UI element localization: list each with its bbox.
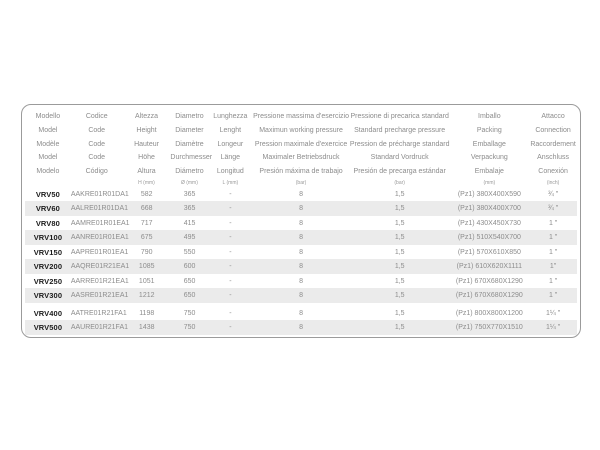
header-label: Code bbox=[88, 140, 106, 148]
table-row bbox=[25, 288, 577, 303]
column-header-packing bbox=[449, 110, 529, 187]
header-label: Code bbox=[88, 126, 106, 134]
header-label: Anschluss bbox=[537, 154, 570, 162]
cell-length: - bbox=[229, 292, 232, 300]
cell-code: AANRE01R01EA1 bbox=[70, 234, 129, 242]
header-label: Modelo bbox=[36, 168, 60, 176]
cell-connection: ¾ " bbox=[547, 205, 559, 213]
cell-code: AASRE01R21EA1 bbox=[70, 292, 129, 300]
cell-connection: 1" bbox=[549, 263, 557, 271]
header-label: Diamètre bbox=[175, 140, 204, 148]
cell-precharge: 1,5 bbox=[394, 190, 405, 198]
header-label: Maximaler Betriebsdruck bbox=[262, 154, 340, 162]
header-label: Codice bbox=[85, 113, 108, 120]
column-header-max-pressure bbox=[252, 110, 350, 187]
table-header bbox=[22, 105, 580, 187]
cell-model: VRV250 bbox=[33, 276, 63, 286]
header-label: Lunghezza bbox=[213, 113, 248, 120]
cell-max-pressure: 8 bbox=[299, 234, 304, 242]
cell-connection: 1 " bbox=[548, 219, 558, 227]
cell-height: 582 bbox=[140, 190, 153, 198]
header-label: Pression maximale d'exercice bbox=[254, 140, 348, 148]
header-label: Conexión bbox=[538, 168, 568, 176]
cell-height: 1085 bbox=[138, 263, 155, 271]
cell-max-pressure: 8 bbox=[299, 309, 304, 317]
header-label: Pression de précharge standard bbox=[349, 140, 450, 148]
column-header-length bbox=[208, 110, 252, 187]
cell-connection: 1 " bbox=[548, 234, 558, 242]
cell-connection: ¾ " bbox=[547, 190, 559, 198]
cell-packing: (Pz1) 570X610X850 bbox=[457, 248, 521, 256]
header-unit: Ø (mm) bbox=[180, 179, 198, 186]
header-unit: (bar) bbox=[295, 179, 307, 186]
cell-max-pressure: 8 bbox=[299, 248, 304, 256]
header-unit bbox=[25, 179, 71, 187]
header-unit: (mm) bbox=[483, 179, 496, 186]
cell-max-pressure: 8 bbox=[299, 292, 304, 300]
header-label: Pressione massima d'esercizio bbox=[253, 113, 349, 120]
header-label: Height bbox=[136, 126, 157, 134]
cell-precharge: 1,5 bbox=[394, 263, 405, 271]
cell-code: AAURE01R21FA1 bbox=[70, 324, 129, 332]
cell-length: - bbox=[229, 263, 232, 271]
cell-model: VRV100 bbox=[33, 233, 63, 243]
cell-model: VRV500 bbox=[33, 323, 63, 333]
cell-length: - bbox=[229, 190, 232, 198]
column-header-height bbox=[123, 110, 171, 187]
header-label: Diametro bbox=[175, 113, 204, 120]
header-label: Lenght bbox=[219, 126, 242, 134]
cell-height: 790 bbox=[140, 248, 153, 256]
cell-diameter: 550 bbox=[183, 248, 196, 256]
header-label: Modèle bbox=[36, 140, 60, 148]
cell-model: VRV80 bbox=[35, 218, 60, 228]
table-row bbox=[25, 245, 577, 260]
cell-diameter: 495 bbox=[183, 234, 196, 242]
header-label: Durchmesser bbox=[170, 154, 213, 162]
cell-diameter: 415 bbox=[183, 219, 196, 227]
table-row bbox=[25, 187, 577, 202]
cell-diameter: 650 bbox=[183, 292, 196, 300]
cell-max-pressure: 8 bbox=[299, 263, 304, 271]
cell-height: 1438 bbox=[138, 324, 155, 332]
header-label: Länge bbox=[220, 154, 241, 162]
header-label: Imballo bbox=[478, 113, 501, 120]
cell-max-pressure: 8 bbox=[299, 277, 304, 285]
header-unit: H (mm) bbox=[138, 179, 155, 186]
cell-model: VRV300 bbox=[33, 291, 63, 301]
cell-packing: (Pz1) 510X540X700 bbox=[457, 234, 521, 242]
column-header-precharge bbox=[350, 110, 450, 187]
cell-model: VRV400 bbox=[33, 308, 63, 318]
cell-length: - bbox=[229, 309, 232, 317]
cell-packing: (Pz1) 610X620X1111 bbox=[456, 263, 523, 271]
cell-diameter: 650 bbox=[183, 277, 196, 285]
header-label: Höhe bbox=[138, 154, 155, 162]
header-label: Presión de precarga estándar bbox=[353, 168, 446, 176]
header-label: Altezza bbox=[135, 113, 158, 120]
cell-diameter: 600 bbox=[183, 263, 196, 271]
header-label: Diámetro bbox=[175, 168, 204, 176]
header-unit: (inch) bbox=[546, 179, 560, 186]
cell-code: AAMRE01R01EA1 bbox=[70, 219, 130, 227]
table-row bbox=[25, 306, 577, 321]
header-label: Diameter bbox=[175, 126, 204, 134]
header-label: Packing bbox=[476, 126, 502, 134]
header-label: Pressione di precarica standard bbox=[350, 113, 449, 120]
header-label: Presión máxima de trabajo bbox=[259, 168, 343, 176]
header-label: Modello bbox=[35, 113, 61, 120]
header-unit: L (mm) bbox=[222, 179, 239, 186]
cell-length: - bbox=[229, 219, 232, 227]
table-row bbox=[25, 320, 577, 335]
cell-length: - bbox=[229, 234, 232, 242]
header-label: Código bbox=[85, 168, 108, 176]
table-row bbox=[25, 259, 577, 274]
cell-model: VRV200 bbox=[33, 262, 63, 272]
cell-packing: (Pz1) 750X770X1510 bbox=[455, 324, 523, 332]
cell-precharge: 1,5 bbox=[394, 205, 405, 213]
cell-max-pressure: 8 bbox=[299, 219, 304, 227]
header-label: Maximun working pressure bbox=[259, 126, 343, 134]
cell-precharge: 1,5 bbox=[394, 219, 405, 227]
table-row bbox=[25, 274, 577, 289]
cell-model: VRV50 bbox=[35, 189, 60, 199]
header-unit bbox=[71, 179, 123, 187]
header-label: Longeur bbox=[217, 140, 244, 148]
column-header-connection bbox=[529, 110, 577, 187]
table-body bbox=[22, 187, 580, 335]
cell-packing: (Pz1) 670X680X1290 bbox=[455, 277, 523, 285]
cell-diameter: 365 bbox=[183, 205, 196, 213]
cell-height: 675 bbox=[140, 234, 153, 242]
cell-diameter: 750 bbox=[183, 309, 196, 317]
cell-code: AARRE01R21EA1 bbox=[70, 277, 129, 285]
cell-length: - bbox=[229, 324, 232, 332]
table-row bbox=[25, 216, 577, 231]
cell-precharge: 1,5 bbox=[394, 234, 405, 242]
header-label: Standard Vordruck bbox=[370, 154, 429, 162]
cell-precharge: 1,5 bbox=[394, 309, 405, 317]
cell-height: 1212 bbox=[138, 292, 155, 300]
cell-packing: (Pz1) 800X800X1200 bbox=[455, 309, 523, 317]
cell-connection: 1 " bbox=[548, 277, 558, 285]
cell-precharge: 1,5 bbox=[394, 292, 405, 300]
column-header-code bbox=[71, 110, 123, 187]
header-label: Attacco bbox=[541, 113, 565, 120]
cell-packing: (Pz1) 380X400X590 bbox=[457, 190, 521, 198]
cell-packing: (Pz1) 430X450X730 bbox=[457, 219, 521, 227]
cell-code: AALRE01R01DA1 bbox=[70, 205, 129, 213]
cell-model: VRV60 bbox=[35, 204, 60, 214]
cell-length: - bbox=[229, 277, 232, 285]
header-label: Verpackung bbox=[470, 154, 508, 162]
column-header-diameter bbox=[170, 110, 213, 187]
header-unit: (bar) bbox=[394, 179, 405, 186]
cell-height: 1051 bbox=[138, 277, 155, 285]
cell-precharge: 1,5 bbox=[394, 324, 405, 332]
cell-height: 717 bbox=[140, 219, 153, 227]
cell-connection: 1¼ " bbox=[546, 309, 561, 317]
table-row bbox=[25, 201, 577, 216]
header-label: Standard precharge pressure bbox=[354, 126, 446, 134]
cell-connection: 1¼ " bbox=[546, 324, 561, 332]
cell-precharge: 1,5 bbox=[394, 248, 405, 256]
table-row bbox=[25, 230, 577, 245]
cell-packing: (Pz1) 380X400X700 bbox=[457, 205, 521, 213]
cell-precharge: 1,5 bbox=[394, 277, 405, 285]
header-label: Hauteur bbox=[134, 140, 159, 148]
header-label: Model bbox=[38, 126, 58, 134]
column-header-model bbox=[25, 110, 71, 187]
cell-code: AAPRE01R01EA1 bbox=[70, 248, 129, 256]
cell-diameter: 750 bbox=[183, 324, 196, 332]
cell-height: 1198 bbox=[139, 309, 155, 317]
cell-code: AAQRE01R21EA1 bbox=[70, 263, 130, 271]
cell-connection: 1 " bbox=[548, 248, 558, 256]
cell-packing: (Pz1) 670X680X1290 bbox=[455, 292, 523, 300]
cell-code: AATRE01R21FA1 bbox=[70, 309, 127, 317]
header-label: Emballage bbox=[472, 140, 506, 148]
header-label: Longitud bbox=[216, 168, 244, 176]
header-label: Model bbox=[38, 154, 58, 162]
header-label: Connection bbox=[535, 126, 571, 134]
header-label: Code bbox=[88, 154, 106, 162]
header-label: Embalaje bbox=[474, 168, 504, 176]
header-label: Raccordement bbox=[530, 140, 576, 148]
cell-code: AAKRE01R01DA1 bbox=[70, 190, 129, 198]
cell-height: 668 bbox=[140, 205, 153, 213]
cell-model: VRV150 bbox=[33, 247, 63, 257]
product-spec-table bbox=[21, 104, 581, 338]
cell-max-pressure: 8 bbox=[299, 324, 304, 332]
cell-connection: 1 " bbox=[548, 292, 558, 300]
cell-length: - bbox=[229, 248, 232, 256]
cell-max-pressure: 8 bbox=[299, 205, 304, 213]
cell-max-pressure: 8 bbox=[299, 190, 304, 198]
cell-length: - bbox=[229, 205, 232, 213]
cell-diameter: 365 bbox=[183, 190, 196, 198]
header-label: Altura bbox=[137, 168, 156, 176]
